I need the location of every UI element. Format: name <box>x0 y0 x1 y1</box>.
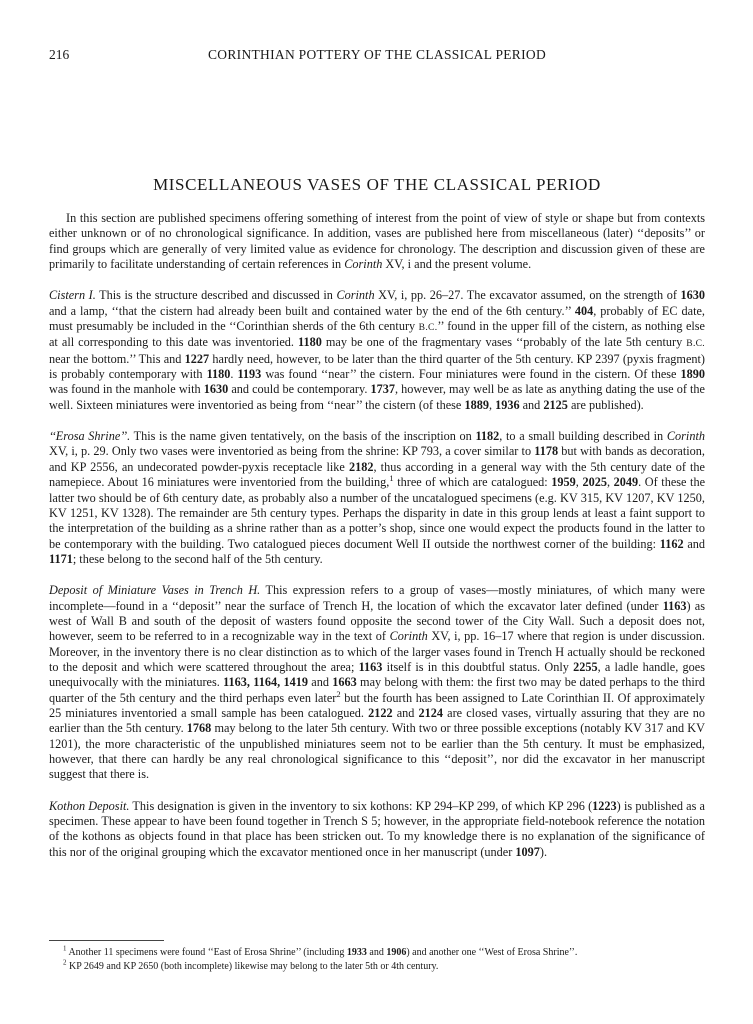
catalogue-number: 1193 <box>237 367 262 382</box>
catalogue-number: 2124 <box>418 705 444 720</box>
catalogue-number: 1163 <box>358 659 383 674</box>
footnote-mark: 1 <box>63 944 67 953</box>
paragraph-heading: Kothon Deposit. <box>49 798 130 813</box>
catalogue-number: 1163, 1164, 1419 <box>223 675 308 690</box>
footnote-2: $^2$ KP 2649 and KP 2650 (both incomplete) likewise may belong to the later 5th or 4th century. <box>63 958 439 972</box>
catalogue-number: 404 <box>574 303 594 318</box>
catalogue-number: 1630 <box>203 382 229 397</box>
catalogue-number: 1737 <box>370 382 396 397</box>
catalogue-number: 1959 <box>551 475 576 490</box>
catalogue-number: 1097 <box>515 844 540 859</box>
paragraph-erosa-shrine: ‘‘Erosa Shrine’’. This is the name given tentatively, on the basis of the inscription on 1182, to a small building described in Corinth XV, i, p. 29. Only two vases were inventoried as being from the shrine: KP 793, a cover similar to 1178 but with bands as decoration, and KP 2556, an undecorated powder-pyxis receptacle like 2182, thus according in a general way with the 5th century date of the namepiece. About 16 miniatures were inventoried from the building,$^1$ three of which are catalogued: 1959, 2025, 2049. Of these the latter two should be of 6th century date, as probably also a number of the uncatalogued specimens (e.g. KV 315, KV 1207, KV 1250, KV 1251, KV 1328). The remainder are 5th century types. Perhaps the disparity in date in this group lends at least a faint support to the interpretation of the building as a shrine rather than as a potter’s shop, since one would expect the products found in the latter to be contemporary with the building. Two catalogued pieces document Well II outside the northwest corner of the building: 1162 and 1171; these belong to the second half of the 5th century. <box>49 429 706 566</box>
catalogue-number: 1663 <box>332 675 357 690</box>
paragraph-cistern: Cistern I. This is the structure described and discussed in Corinth XV, i, pp. 26–27. The excavator assumed, on the strength of 1630 and a lamp, ‘‘that the cistern had already been built and contained water by the end of the 6th century.’’ 404, probably of EC date, must presumably be included in the ‘‘Corinthian sherds of the 6th century B.C.’’ found in the upper fill of the cistern, as nothing else at all corresponding to this date was inventoried. 1180 may be one of the fragmentary vases ‘‘probably of the late 5th century B.C. near the bottom.’’ This and 1227 hardly need, however, to be later than the third quarter of the 5th century. KP 2397 (pyxis fragment) is probably contemporary with 1180. 1193 was found ‘‘near’’ the cistern. Four miniatures were found in the cistern. Of these 1890 was found in the manhole with 1630 and could be contemporary. 1737, however, may well be as late as anything dating the use of the well. Sixteen miniatures were inventoried as being from ‘‘near’’ the cistern (of these 1889, 1936 and 2125 are published). <box>49 288 705 412</box>
page-number: 216 <box>49 47 70 62</box>
body-text <box>49 211 705 860</box>
catalogue-number: 1936 <box>495 397 520 412</box>
page-header <box>49 46 705 64</box>
catalogue-number: 1630 <box>680 288 705 303</box>
catalogue-number: 2025 <box>582 475 607 490</box>
catalogue-number: 1890 <box>680 367 705 382</box>
catalogue-number: 1171 <box>49 551 73 566</box>
catalogue-number: 1227 <box>184 351 210 366</box>
footnotes <box>49 946 705 974</box>
catalogue-number: 1180 <box>298 335 322 350</box>
paragraph-heading: Deposit of Miniature Vases in Trench H. <box>49 583 261 598</box>
footnote-mark: 2 <box>63 958 67 967</box>
paragraph-intro: In this section are published specimens offering something of interest from the point of view of style or shape but from contexts either unknown or of no chronological significance. In addition, vases are published here from miscellaneous (later) ‘‘deposits’’ or find groups which are generally of very limited value as evidence for chronology. The description and discussion given of these are primarily to facilitate understanding of certain references in Corinth XV, i and the present volume. <box>49 211 705 272</box>
paragraph-kothon-deposit: Kothon Deposit. This designation is given in the inventory to six kothons: KP 294–KP 299, of which KP 296 (1223) is published as a specimen. These appear to have been found together in Trench S 5; however, in the appropriate field-notebook reference the notation of the kothons as objects found in that place has been stricken out. To my knowledge there is no explanation of the significance of this nor of the original grouping which the excavator mentioned once in her manuscript (under 1097). <box>49 798 705 859</box>
paragraph-heading: Cistern I. <box>49 288 96 303</box>
catalogue-number: 1163 <box>662 598 687 613</box>
footnote-1: $^1$ Another 11 specimens were found ‘‘East of Erosa Shrine’’ (including 1933 and 1906) and another one ‘‘West of Erosa Shrine’’. <box>63 944 578 958</box>
catalogue-number: 1223 <box>592 798 617 813</box>
catalogue-number: 2122 <box>368 705 393 720</box>
catalogue-number: 1180 <box>206 367 231 382</box>
catalogue-number: 2049 <box>613 475 639 490</box>
running-title: CORINTHIAN POTTERY OF THE CLASSICAL PERIOD <box>208 47 546 62</box>
catalogue-number: 1162 <box>659 536 684 551</box>
catalogue-number: 2125 <box>543 397 568 412</box>
catalogue-number: 2255 <box>573 659 598 674</box>
catalogue-number: 1889 <box>464 397 489 412</box>
footnote-ref[interactable]: 1 <box>389 473 394 484</box>
catalogue-number: 1182 <box>475 429 500 444</box>
paragraph-heading: ‘‘Erosa Shrine’’. <box>49 429 131 444</box>
catalogue-number: 1768 <box>186 721 212 736</box>
footnote-ref[interactable]: 2 <box>336 688 341 699</box>
footnote-divider <box>49 940 164 941</box>
catalogue-number: 2182 <box>348 459 374 474</box>
paragraph-trench-h: Deposit of Miniature Vases in Trench H. This expression refers to a group of vases—mostly miniatures, of which many were incomplete—found in a ‘‘deposit’’ near the surface of Trench H, the location of which the excavator later defined (under 1163) as west of Wall B and south of the deposit of wasters found opposite the second tower of the City Wall. Such a deposit does not, however, seem to be referred to in a recognizable way in the text of Corinth XV, i, pp. 16–17 where that region is under discussion. Moreover, in the inventory there is no clear distinction as to which of the larger vases found in Trench H actually should be reckoned to the deposit and which were scattered throughout the area; 1163 itself is in this doubtful status. Only 2255, a ladle handle, goes unequivocally with the miniatures. 1163, 1164, 1419 and 1663 may belong with them: the first two may be dated perhaps to the third quarter of the 5th century and the third perhaps even later$^2$ but the fourth has been assigned to Late Corinthian II. Of approximately 25 miniatures inventoried a small sample has been catalogued. 2122 and 2124 are closed vases, virtually assuring that they are no earlier than the 5th century. 1768 may belong to the later 5th century. With two or three possible exceptions (notably KV 317 and KV 1201), the more characteristic of the unpublished miniatures seem not to be earlier than the 5th century. It must be emphasized, however, that there can hardly be any real chronological significance to this ‘‘deposit’’, nor did the excavator in her manuscript suggest that there is. <box>49 583 706 782</box>
catalogue-number: 1178 <box>534 444 559 459</box>
section-title: MISCELLANEOUS VASES OF THE CLASSICAL PERIOD <box>153 175 601 194</box>
